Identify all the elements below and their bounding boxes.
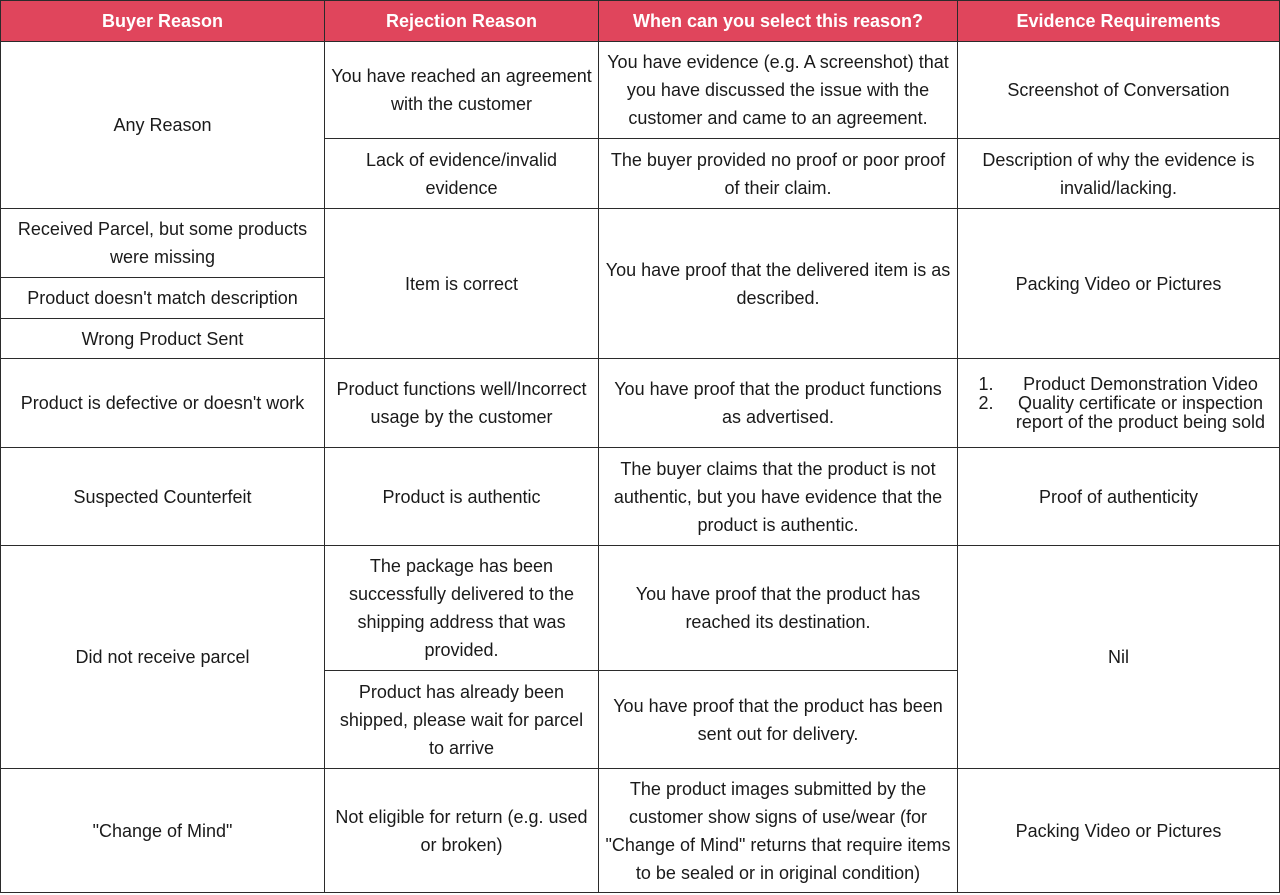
list-text: Quality certificate or inspection report of the product being sold [1015, 392, 1266, 432]
when-cell: You have evidence (e.g. A screenshot) that you have discussed the issue with the customer and came to an agreement. [599, 42, 958, 139]
when-cell: You have proof that the product functions as advertised. [599, 359, 958, 448]
when-cell: The buyer claims that the product is not authentic, but you have evidence that the product is authentic. [599, 448, 958, 546]
buyer-reason-cell: "Change of Mind" [1, 769, 325, 893]
rejection-reason-cell: The package has been successfully delivered to the shipping address that was provided. [325, 546, 599, 671]
evidence-cell [958, 359, 1280, 448]
evidence-cell: Packing Video or Pictures [958, 769, 1280, 893]
buyer-reason-cell: Product doesn't match description [1, 278, 325, 319]
rejection-reason-cell: Product is authentic [325, 448, 599, 546]
buyer-reason-cell: Product is defective or doesn't work [1, 359, 325, 448]
list-text: Product Demonstration Video [1023, 373, 1258, 394]
evidence-cell: Screenshot of Conversation [958, 42, 1280, 139]
header-rejection-reason: Rejection Reason [325, 1, 599, 42]
table-row [1, 546, 1280, 671]
rejection-reason-cell: You have reached an agreement with the customer [325, 42, 599, 139]
when-cell: You have proof that the product has been sent out for delivery. [599, 671, 958, 769]
table-row [1, 359, 1280, 448]
when-cell: You have proof that the product has reached its destination. [599, 546, 958, 671]
header-when-selectable: When can you select this reason? [599, 1, 958, 42]
evidence-cell: Description of why the evidence is invalid/lacking. [958, 139, 1280, 209]
rejection-reason-cell: Lack of evidence/invalid evidence [325, 139, 599, 209]
evidence-list-item [964, 375, 1273, 394]
rejection-reason-cell: Product has already been shipped, please wait for parcel to arrive [325, 671, 599, 769]
evidence-cell: Nil [958, 546, 1280, 769]
buyer-reason-cell: Received Parcel, but some products were missing [1, 209, 325, 278]
buyer-reason-cell: Suspected Counterfeit [1, 448, 325, 546]
buyer-reason-cell: Wrong Product Sent [1, 319, 325, 359]
when-cell: The buyer provided no proof or poor proof of their claim. [599, 139, 958, 209]
table-body [1, 42, 1280, 893]
buyer-reason-cell: Any Reason [1, 42, 325, 209]
table-row [1, 448, 1280, 546]
evidence-list [964, 375, 1273, 432]
header-evidence-requirements: Evidence Requirements [958, 1, 1280, 42]
table-row [1, 209, 1280, 278]
header-row [1, 1, 1280, 42]
when-cell: The product images submitted by the customer show signs of use/wear (for "Change of Mind" returns that require items to be sealed or in original condition) [599, 769, 958, 893]
evidence-cell: Proof of authenticity [958, 448, 1280, 546]
list-number: 1. [978, 373, 994, 394]
list-number: 2. [978, 392, 994, 413]
buyer-reason-cell: Did not receive parcel [1, 546, 325, 769]
when-cell: You have proof that the delivered item is as described. [599, 209, 958, 359]
header-buyer-reason: Buyer Reason [1, 1, 325, 42]
rejection-reason-cell: Product functions well/Incorrect usage by the customer [325, 359, 599, 448]
table-header [1, 1, 1280, 42]
evidence-cell: Packing Video or Pictures [958, 209, 1280, 359]
rejection-reason-cell: Not eligible for return (e.g. used or broken) [325, 769, 599, 893]
table-row [1, 42, 1280, 139]
table-row [1, 769, 1280, 893]
rejection-reason-cell: Item is correct [325, 209, 599, 359]
evidence-list-item [964, 394, 1273, 432]
